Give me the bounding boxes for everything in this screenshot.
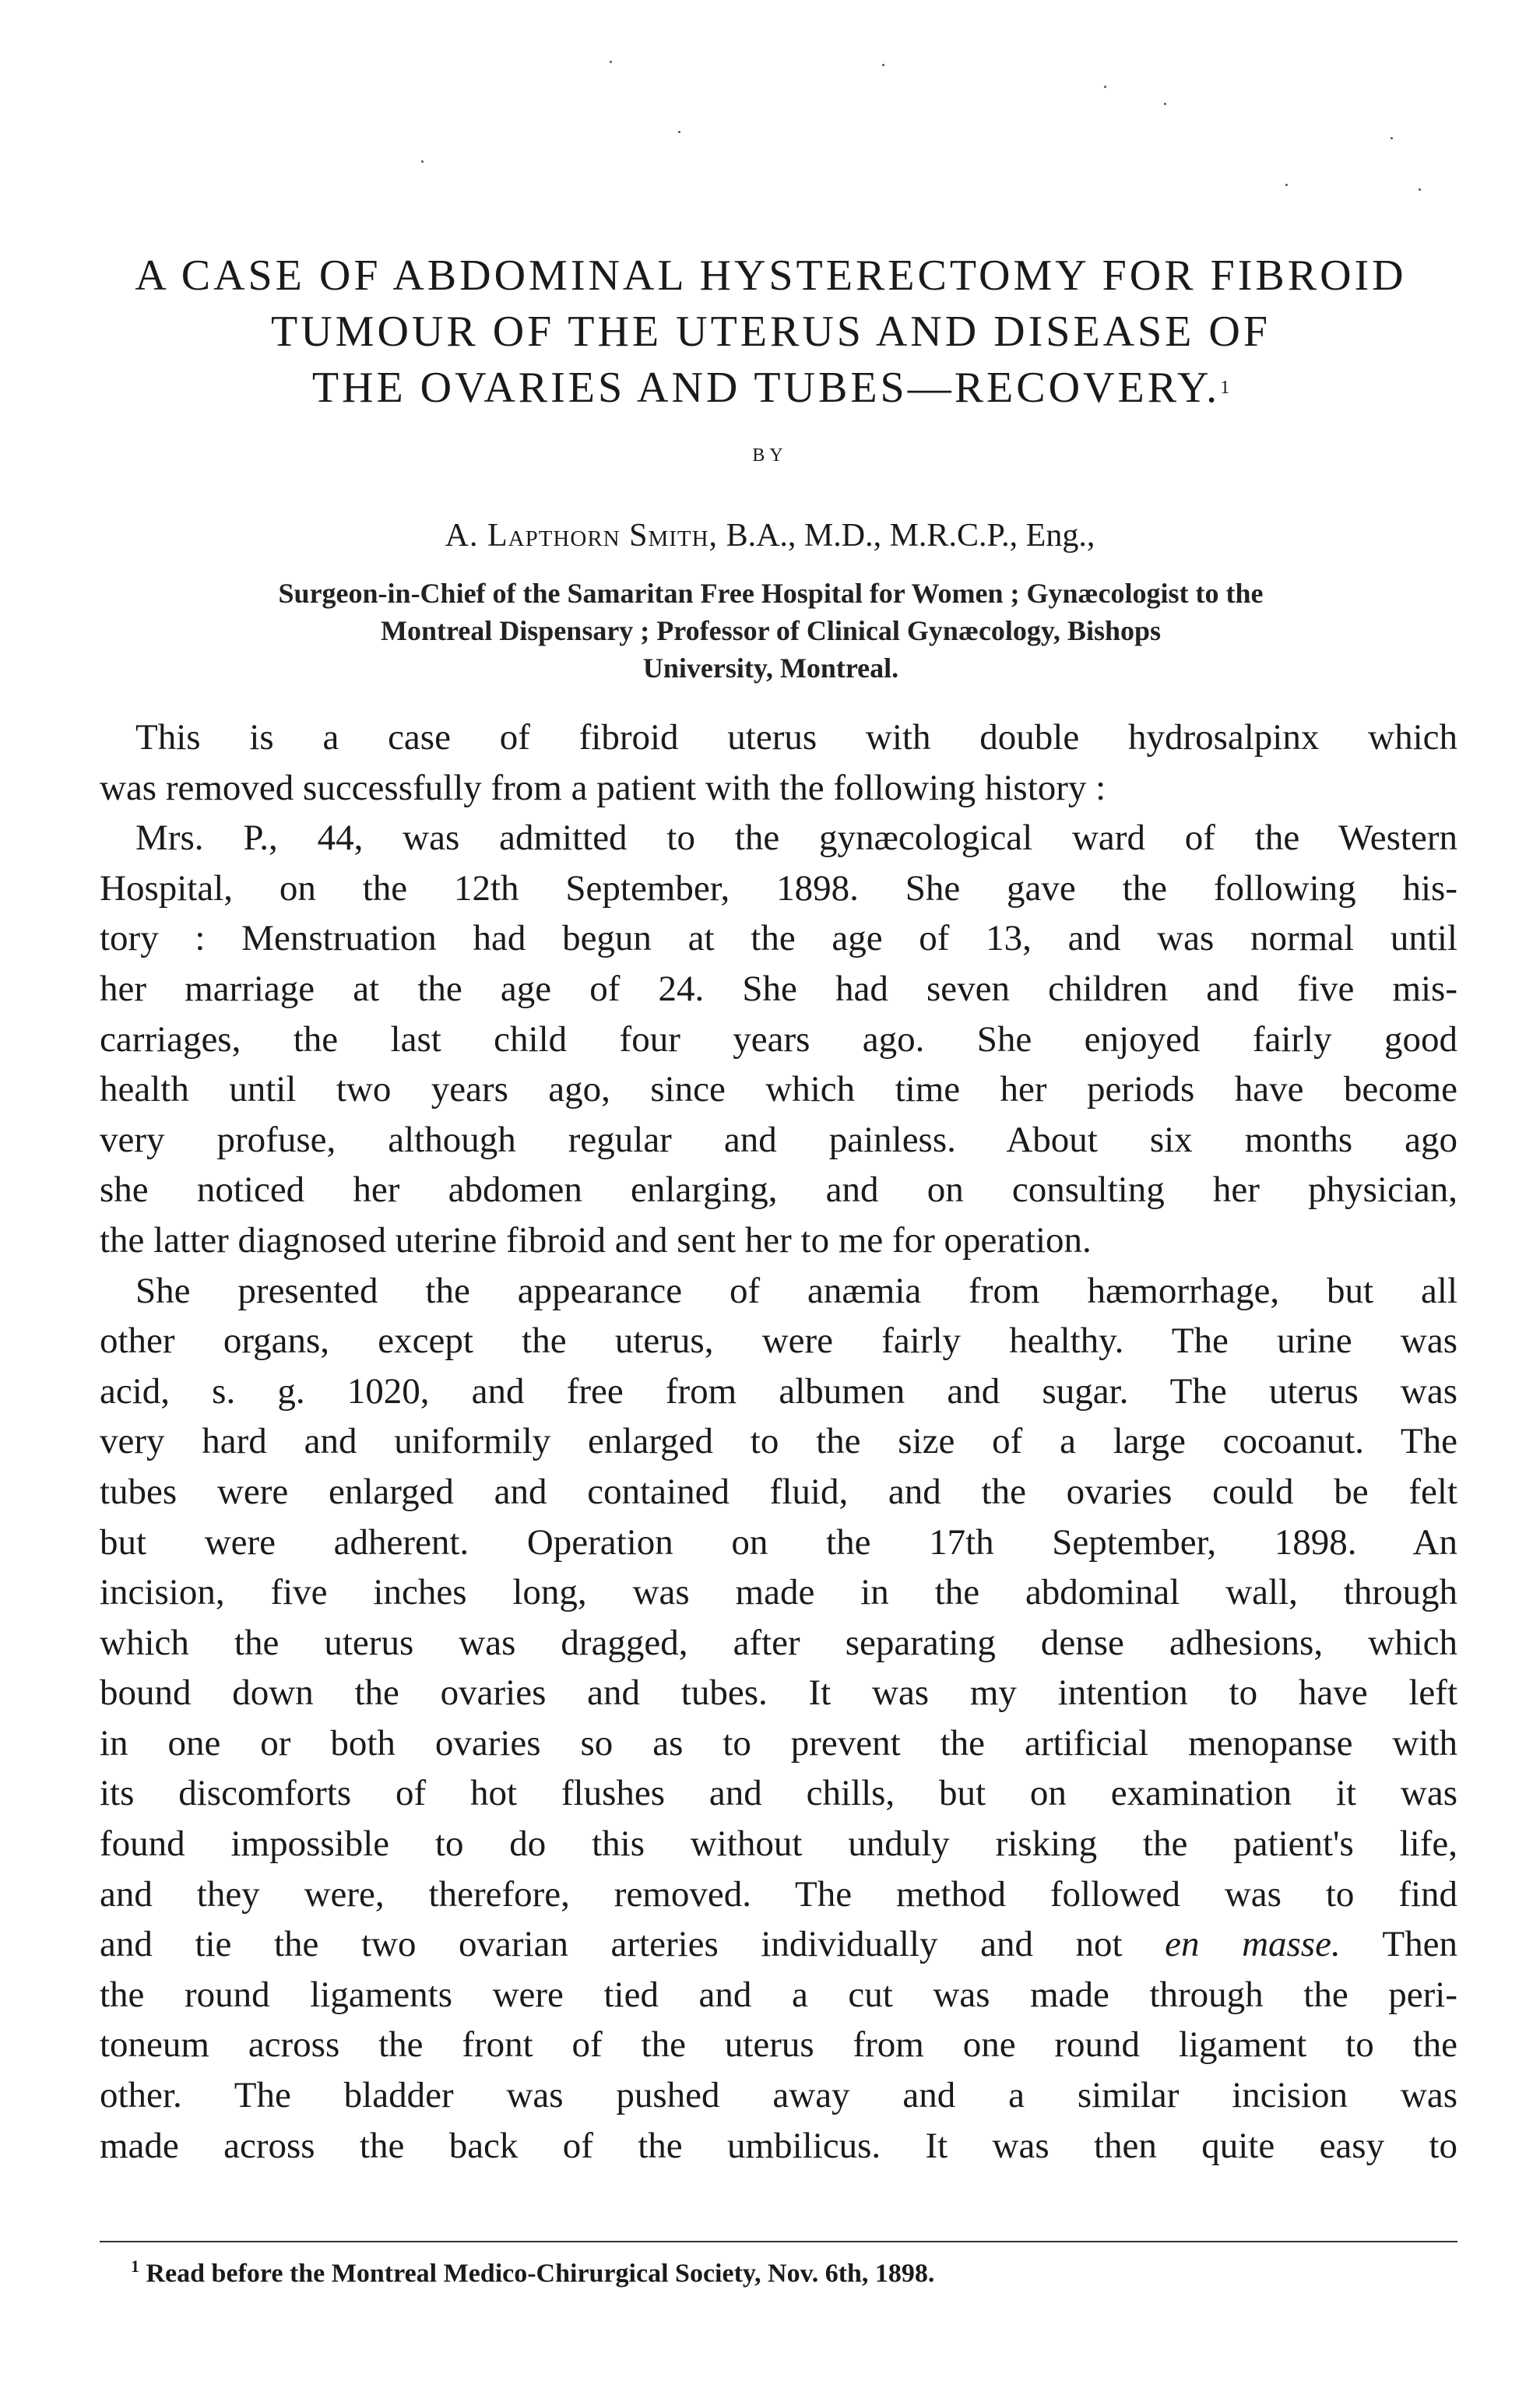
body-line <box>100 712 1457 763</box>
body-line-text: other organs, except the uterus, were fairly healthy. The urine was <box>100 1321 1457 1362</box>
body-line <box>100 1015 1457 1065</box>
body-line-text: in one or both ovaries so as to prevent the artificial menopanse with <box>100 1722 1457 1764</box>
body-line-text: very profuse, although regular and painless. About six months ago <box>100 1119 1457 1160</box>
title-line <box>86 304 1456 360</box>
body-line-text: found impossible to do this without unduly risking the patient's life, <box>100 1823 1457 1865</box>
body-line <box>100 863 1457 914</box>
body-line-text: Then <box>1340 1924 1457 1965</box>
scan-speck <box>610 61 612 63</box>
scan-speck <box>1419 188 1421 191</box>
body-line <box>100 964 1457 1015</box>
footnote-divider <box>100 2241 1457 2242</box>
author-affiliation <box>132 575 1409 687</box>
body-line-text: tory : Menstruation had begun at the age of 13, and was normal until <box>100 918 1457 959</box>
scan-speck <box>1391 137 1393 139</box>
byline-label: BY <box>752 445 788 466</box>
body-line-text: was removed successfully from a patient with the following history : <box>100 767 1106 808</box>
body-line <box>100 1064 1457 1115</box>
body-line <box>100 2070 1457 2121</box>
italic-phrase: en masse. <box>1165 1924 1341 1965</box>
title-line-text: THE OVARIES AND TUBES—RECOVERY. <box>311 364 1221 412</box>
body-line-text: but were adherent. Operation on the 17th September, 1898. An <box>100 1521 1457 1563</box>
body-line <box>100 1266 1457 1317</box>
body-line <box>100 1215 1457 1266</box>
body-line <box>100 1165 1457 1215</box>
body-line-text: the round ligaments were tied and a cut was made through the peri- <box>100 1974 1457 2015</box>
body-line-text: her marriage at the age of 24. She had seven children and five mis- <box>100 968 1457 1009</box>
body-line-text: acid, s. g. 1020, and free from albumen and sugar. The uterus was <box>100 1370 1457 1412</box>
body-line <box>100 1115 1457 1166</box>
body-line <box>100 1416 1457 1467</box>
body-line <box>100 1869 1457 1920</box>
body-line <box>100 1768 1457 1819</box>
article-body <box>100 712 1457 2171</box>
body-line-text: other. The bladder was pushed away and a similar incision was <box>100 2075 1457 2116</box>
body-line <box>100 2121 1457 2172</box>
affiliation-line: University, Montreal. <box>642 652 899 684</box>
body-line <box>100 1467 1457 1518</box>
title-line-text: TUMOUR OF THE UTERUS AND DISEASE OF <box>271 308 1271 356</box>
title-line <box>86 360 1456 416</box>
footnote <box>131 2249 1423 2291</box>
body-line-text: tubes were enlarged and contained fluid, and the ovaries could be felt <box>100 1471 1457 1512</box>
body-line <box>100 1567 1457 1618</box>
body-line-text: incision, five inches long, was made in the abdominal wall, through <box>100 1572 1457 1613</box>
title-footnote-marker: 1 <box>1220 378 1230 398</box>
scan-speck <box>882 64 884 66</box>
scan-speck <box>1285 184 1288 186</box>
body-line <box>100 1919 1457 1970</box>
title-line-text: A CASE OF ABDOMINAL HYSTERECTOMY FOR FIBROID <box>135 251 1407 300</box>
body-line <box>100 763 1457 814</box>
author-name: A. Lapthorn Smith, <box>445 518 719 554</box>
body-line-text: very hard and uniformily enlarged to the size of a large cocoanut. The <box>100 1421 1457 1462</box>
scan-speck <box>421 160 424 163</box>
body-line <box>100 1819 1457 1869</box>
scan-speck <box>678 131 680 133</box>
body-line-text: This is a case of fibroid uterus with double hydrosalpinx which <box>135 717 1457 758</box>
scan-speck <box>1104 86 1106 88</box>
body-line <box>100 1970 1457 2020</box>
affiliation-line: Surgeon-in-Chief of the Samaritan Free Hospital for Women ; Gynæcologist to the <box>278 578 1264 609</box>
body-line-text: which the uterus was dragged, after separating dense adhesions, which <box>100 1622 1457 1663</box>
article-title <box>86 248 1456 416</box>
body-line-text: she noticed her abdomen enlarging, and on consulting her physician, <box>100 1169 1457 1211</box>
body-line <box>100 1518 1457 1568</box>
body-line-text: She presented the appearance of anæmia from hæmorrhage, but all <box>135 1270 1457 1311</box>
body-line-text: and they were, therefore, removed. The method followed was to find <box>100 1873 1457 1915</box>
body-line-text: toneum across the front of the uterus from one round ligament to the <box>100 2024 1457 2066</box>
body-line-text: its discomforts of hot flushes and chills, but on examination it was <box>100 1773 1457 1814</box>
body-line <box>100 1668 1457 1718</box>
body-line-text: bound down the ovaries and tubes. It was my intention to have left <box>100 1672 1457 1714</box>
body-line-text: Mrs. P., 44, was admitted to the gynæcological ward of the Western <box>135 818 1457 859</box>
body-line-text: carriages, the last child four years ago. She enjoyed fairly good <box>100 1018 1457 1060</box>
body-line-text: Hospital, on the 12th September, 1898. She gave the following his- <box>100 867 1457 909</box>
title-line <box>86 248 1456 304</box>
body-line-text: and tie the two ovarian arteries individually and not <box>100 1924 1166 1965</box>
body-line-text: made across the back of the umbilicus. It was then quite easy to <box>100 2125 1457 2166</box>
body-line <box>100 1366 1457 1417</box>
body-line <box>100 1618 1457 1669</box>
body-line <box>100 813 1457 863</box>
body-line <box>100 1718 1457 1769</box>
footnote-text: Read before the Montreal Medico-Chirurgical Society, Nov. 6th, 1898. <box>139 2259 935 2288</box>
affiliation-line: Montreal Dispensary ; Professor of Clinical Gynæcology, Bishops <box>380 615 1162 646</box>
body-line <box>100 2020 1457 2070</box>
body-line-text: health until two years ago, since which time her periods have become <box>100 1069 1457 1110</box>
footnote-marker: 1 <box>131 2256 139 2276</box>
body-line <box>100 1316 1457 1366</box>
author-line <box>0 515 1540 556</box>
body-line-text: the latter diagnosed uterine fibroid and sent her to me for operation. <box>100 1219 1092 1261</box>
author-degrees: B.A., M.D., M.R.C.P., Eng., <box>718 518 1095 554</box>
body-line <box>100 913 1457 964</box>
scan-speck <box>1164 103 1166 105</box>
